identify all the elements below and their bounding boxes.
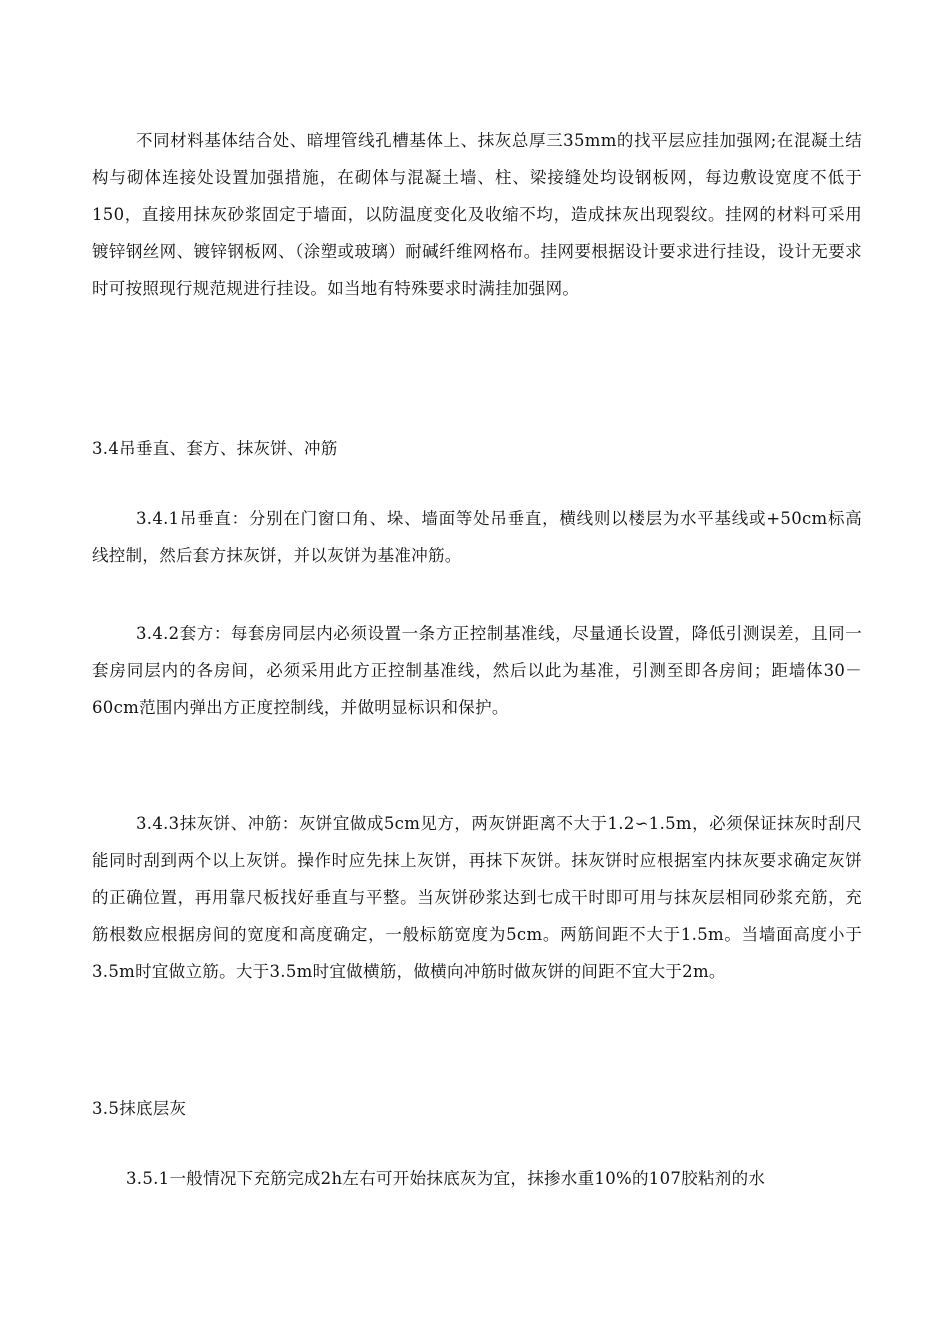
- paragraph-3-4-2: 3.4.2套方：每套房同层内必须设置一条方正控制基准线，尽量通长设置，降低引测误差，且同一套房同层内的各房间，必须采用此方正控制基准线，然后以此为基准，引测至即各房间；距墙体30－60cm范围内弹出方正度控制线，并做明显标识和保护。: [92, 624, 862, 717]
- section-heading-3-4: 3.4吊垂直、套方、抹灰饼、冲筋: [92, 439, 338, 458]
- section-heading-3-5: 3.5抹底层灰: [92, 1099, 187, 1118]
- paragraph-3-4-1: 3.4.1吊垂直：分别在门窗口角、垛、墙面等处吊垂直，横线则以楼层为水平基线或+50cm标高线控制，然后套方抹灰饼，并以灰饼为基准冲筋。: [92, 509, 862, 565]
- paragraph-reinforcement-mesh: 不同材料基体结合处、暗埋管线孔槽基体上、抹灰总厚三35mm的找平层应挂加强网;在混凝土结构与砌体连接处设置加强措施，在砌体与混凝土墙、柱、梁接缝处均设钢板网，每边敷设宽度不低于150，直接用抹灰砂浆固定于墙面，以防温度变化及收缩不均，造成抹灰出现裂纹。挂网的材料可采用镀锌钢丝网、镀锌钢板网、（涂塑或玻璃）耐碱纤维网格布。挂网要根据设计要求进行挂设，设计无要求时可按照现行规范规进行挂设。如当地有特殊要求时满挂加强网。: [92, 131, 862, 298]
- paragraph-3-4-3: 3.4.3抹灰饼、冲筋：灰饼宜做成5cm见方，两灰饼距离不大于1.2∽1.5m，必须保证抹灰时刮尺能同时刮到两个以上灰饼。操作时应先抹上灰饼，再抹下灰饼。抹灰饼时应根据室内抹灰要求确定灰饼的正确位置，再用靠尺板找好垂直与平整。当灰饼砂浆达到七成干时即可用与抹灰层相同砂浆充筋，充筋根数应根据房间的宽度和高度确定，一般标筋宽度为5cm。两筋间距不大于1.5m。当墙面高度小于3.5m时宜做立筋。大于3.5m时宜做横筋，做横向冲筋时做灰饼的间距不宜大于2m。: [92, 814, 862, 981]
- paragraph-3-5-1: 3.5.1一般情况下充筋完成2h左右可开始抹底灰为宜，抹掺水重10%的107胶粘剂的水: [126, 1169, 766, 1188]
- document-page: [92, 0, 862, 1344]
